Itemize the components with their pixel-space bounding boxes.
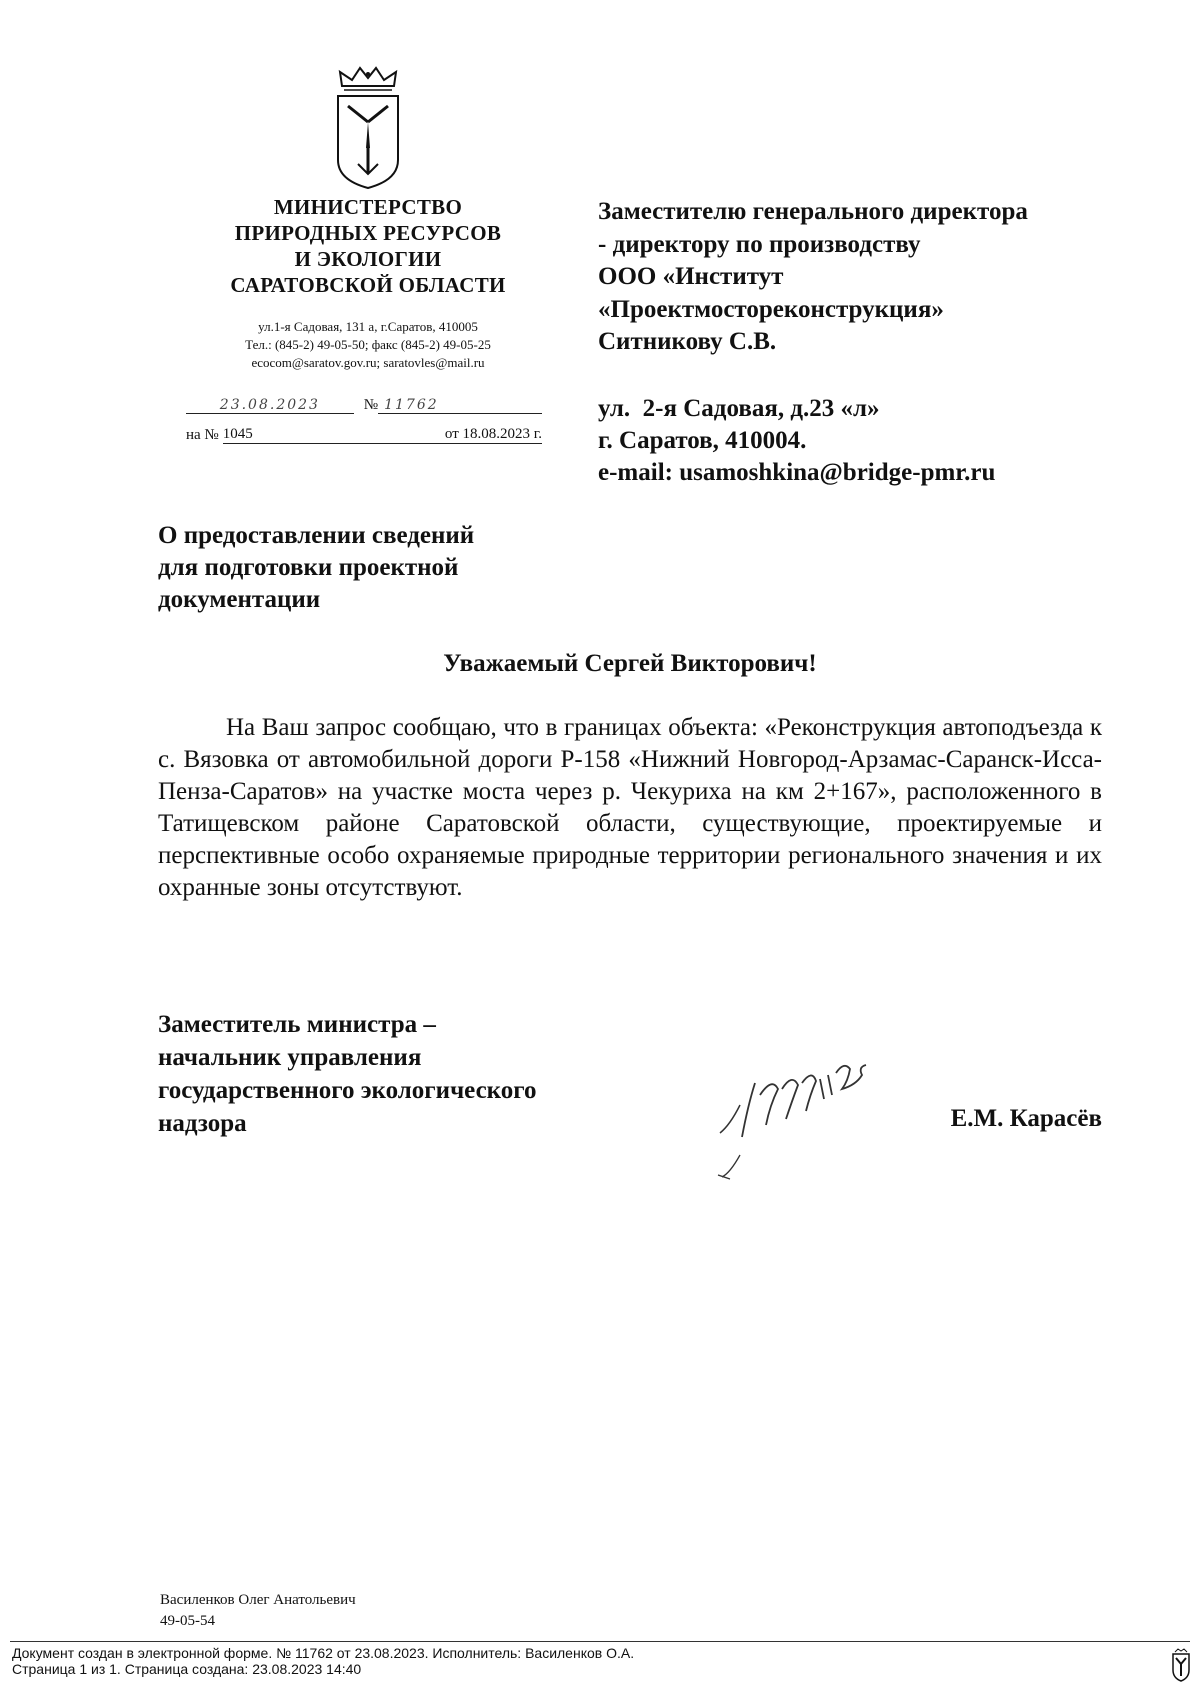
signatory-name: Е.М. Карасёв [950,1105,1102,1132]
ministry-phone: Тел.: (845-2) 49-05-50; факс (845-2) 49-05-25 [245,337,491,352]
letter-body: На Ваш запрос сообщаю, что в границах объекта: «Реконструкция автоподъезда к с. Вязовка от автомобильной дороги Р-158 «Нижний Новгород-Арзамас-Саранск-Исса-Пенза-Саратов» на участке моста через р. Чекуриха на км 2+167», расположенного в Татищевском районе Саратовской области, существующие, проектируемые и перспективные особо охраняемые природные территории регионального значения и их охранные зоны отсутствуют. [158,714,1102,901]
outgoing-registration [186,390,542,414]
ministry-contacts [188,318,548,372]
footer-line: Документ создан в электронной форме. № 11762 от 23.08.2023. Исполнитель: Василенков О.А. [12,1645,635,1661]
outgoing-date: 23.08.2023 [186,397,354,414]
signatory-role [158,1008,628,1140]
recipient-block [598,196,1138,359]
number-label: № [363,397,379,413]
recipient-email[interactable]: e-mail: usamoshkina@bridge-pmr.ru [598,459,996,486]
document-footer [12,1645,1132,1677]
subject-line: О предоставлении сведений [158,522,475,549]
ministry-line: И ЭКОЛОГИИ [294,247,442,271]
reply-date: от 18.08.2023 г. [425,426,542,444]
signatory-role-line: надзора [158,1110,247,1137]
ministry-address: ул.1-я Садовая, 131 а, г.Саратов, 410005 [258,319,478,334]
footer-line: Страница 1 из 1. Страница создана: 23.08.2023 14:40 [12,1661,362,1677]
handwritten-signature [700,1055,910,1190]
signatory-role-line: государственного экологического [158,1077,537,1104]
ministry-line: САРАТОВСКОЙ ОБЛАСТИ [230,273,506,297]
salutation: Уважаемый Сергей Викторович! [443,650,817,677]
subject-line: для подготовки проектной [158,554,459,581]
recipient-address [598,393,1158,489]
subject-line: документации [158,586,321,613]
recipient-city: г. Саратов, 410004. [598,427,807,454]
recipient-street: ул. 2-я Садовая, д.23 «л» [598,395,880,422]
footer-divider [10,1641,1190,1642]
ministry-name [188,194,548,298]
letter-subject [158,520,598,616]
ministry-email: ecocom@saratov.gov.ru; saratovles@mail.ru [251,355,485,370]
ministry-line: МИНИСТЕРСТВО [273,195,463,219]
executor-phone: 49-05-54 [160,1613,215,1629]
coat-of-arms-emblem [328,64,408,192]
ministry-line: ПРИРОДНЫХ РЕСУРСОВ [234,221,502,245]
reply-number: 1045 [223,426,425,444]
recipient-line: ООО «Институт [598,263,784,290]
recipient-line: Ситникову С.В. [598,328,777,355]
signatory-role-line: Заместитель министра – [158,1011,436,1038]
emblem-logo-icon [1170,1648,1192,1682]
recipient-line: - директору по производству [598,230,921,258]
reply-prefix: на № [186,427,219,443]
outgoing-number: 11762 [378,397,542,414]
reply-registration [186,420,542,444]
signatory-role-line: начальник управления [158,1044,422,1071]
recipient-line: «Проектмостореконструкция» [598,295,944,323]
executor-info [160,1590,560,1632]
executor-name: Василенков Олег Анатольевич [160,1592,356,1608]
recipient-line: Заместителю генерального директора [598,198,1028,225]
